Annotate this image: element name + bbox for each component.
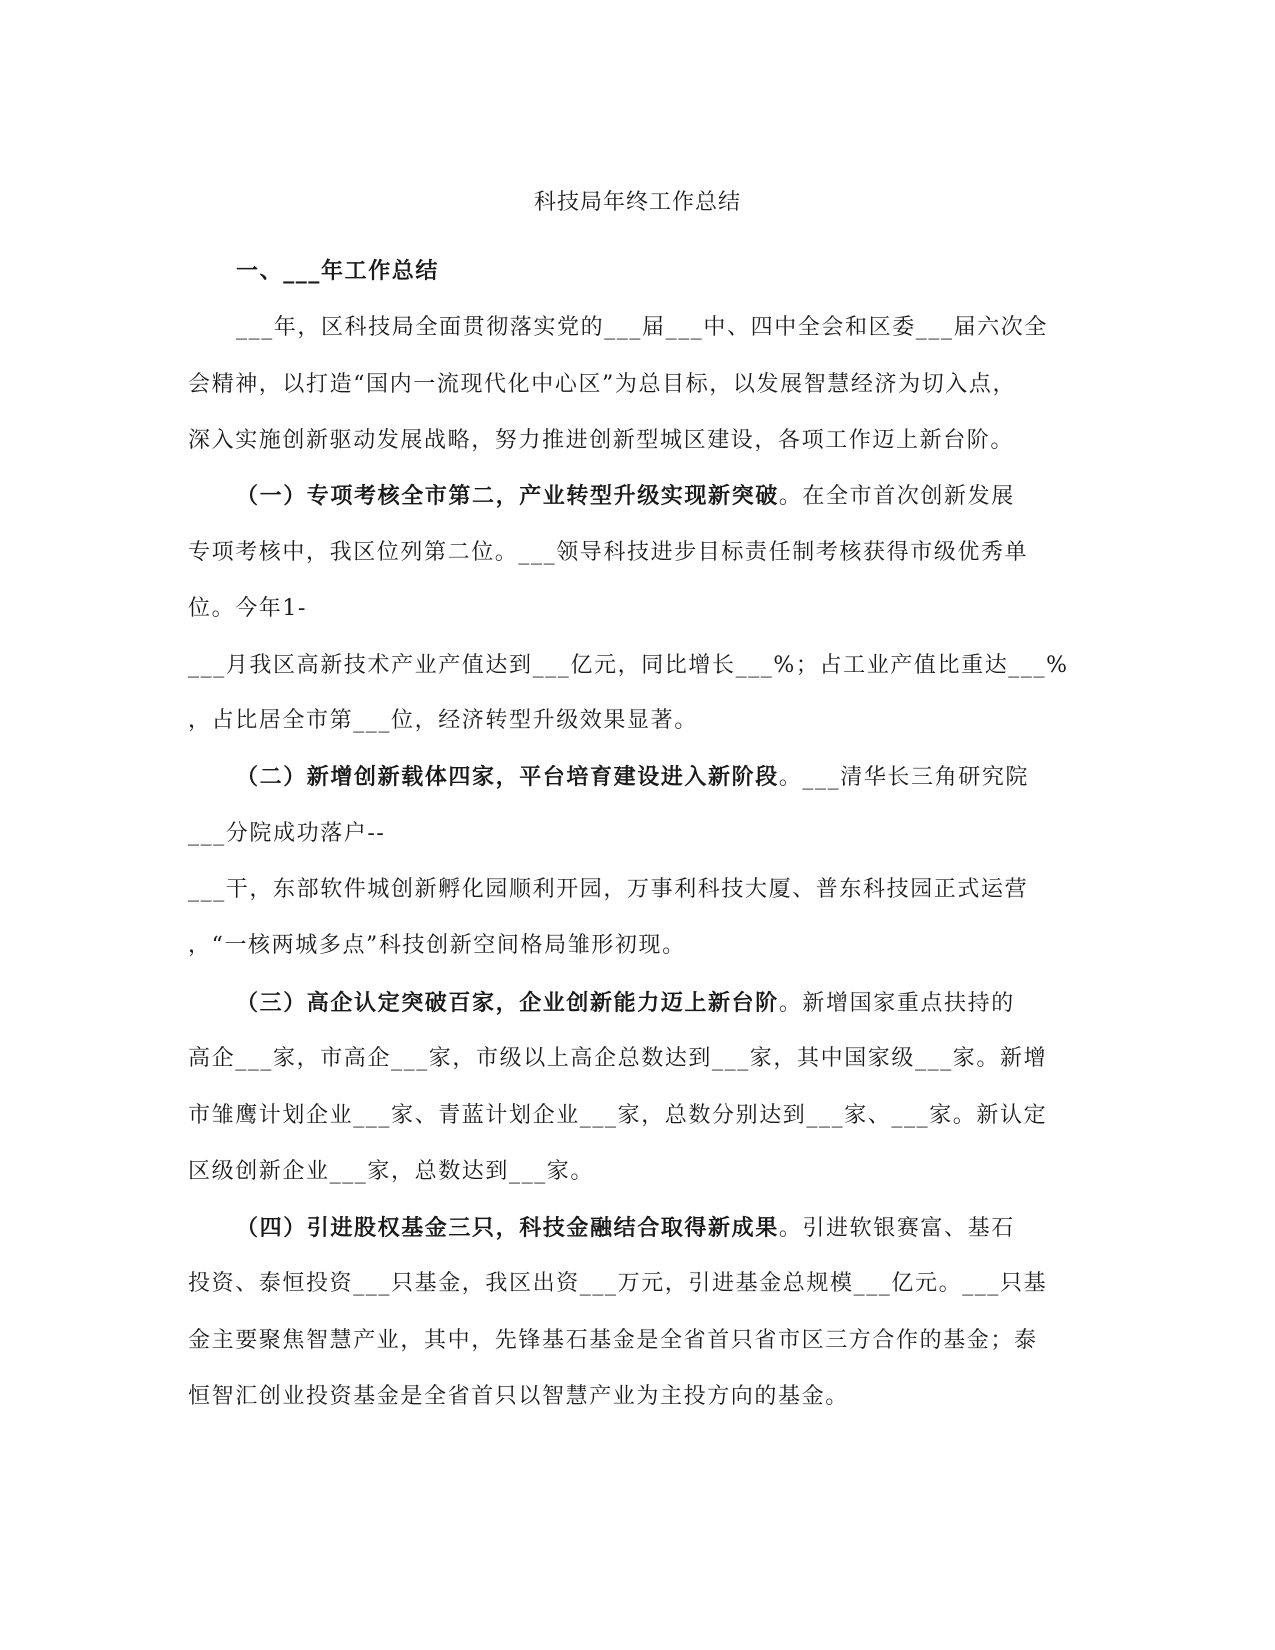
section3-line: 市雏鹰计划企业___家、青蓝计划企业___家，总数分别达到___家、___家。新认定 — [188, 1103, 1048, 1128]
section4-line: 投资、泰恒投资___只基金，我区出资___万元，引进基金总规模___亿元。___只基 — [188, 1271, 1048, 1296]
section2-heading: （二）新增创新载体四家，平台培育建设进入新阶段 — [236, 764, 779, 790]
section-heading: 一、___年工作总结 — [236, 258, 440, 284]
section3-line: 区级创新企业___家，总数达到___家。 — [188, 1159, 595, 1184]
section4-line: 金主要聚焦智慧产业，其中，先锋基石基金是全省首只省市区三方合作的基金；泰 — [188, 1328, 1038, 1353]
section3-first-line — [236, 988, 1015, 1019]
section1-line: 专项考核中，我区位列第二位。___领导科技进步目标责任制考核获得市级优秀单 — [188, 540, 1029, 565]
section1-line: ___月我区高新技术产业产值达到___亿元，同比增长___%；占工业产值比重达___% — [188, 653, 1069, 678]
section1-text: 。在全市首次创新发展 — [778, 484, 1015, 509]
section4-line: 恒智汇创业投资基金是全省首只以智慧产业为主投方向的基金。 — [188, 1384, 849, 1409]
section1-heading: （一）专项考核全市第二，产业转型升级实现新突破 — [236, 483, 779, 509]
section2-text: 。___清华长三角研究院 — [778, 765, 1030, 790]
section4-heading: （四）引进股权基金三只，科技金融结合取得新成果 — [236, 1215, 779, 1241]
document-title: 科技局年终工作总结 — [533, 190, 741, 215]
intro-line: 深入实施创新驱动发展战略，努力推进创新型城区建设，各项工作迈上新台阶。 — [188, 428, 1015, 453]
section2-line: ___干，东部软件城创新孵化园顺利开园，万事利科技大厦、普东科技园正式运营 — [188, 877, 1029, 902]
section2-line: ___分院成功落户-- — [188, 821, 386, 846]
section4-first-line — [236, 1213, 1015, 1244]
section4-text: 。引进软银赛富、基石 — [778, 1216, 1015, 1241]
section1-line: ，占比居全市第___位，经济转型升级效果显著。 — [188, 708, 698, 733]
section3-text: 。新增国家重点扶持的 — [778, 991, 1015, 1016]
section1-line: 位。今年1- — [188, 596, 308, 621]
section3-heading: （三）高企认定突破百家，企业创新能力迈上新台阶 — [236, 990, 779, 1016]
section1-first-line — [236, 481, 1015, 512]
intro-line: 会精神，以打造“国内一流现代化中心区”为总目标，以发展智慧经济为切入点， — [188, 372, 1017, 397]
intro-line: ___年，区科技局全面贯彻落实党的___届___中、四中全会和区委___届六次全 — [236, 315, 1049, 340]
section3-line: 高企___家，市高企___家，市级以上高企总数达到___家，其中国家级___家。新增 — [188, 1046, 1048, 1071]
section2-line: ，“一核两城多点”科技创新空间格局雏形初现。 — [188, 933, 686, 958]
section2-first-line — [236, 762, 1029, 793]
